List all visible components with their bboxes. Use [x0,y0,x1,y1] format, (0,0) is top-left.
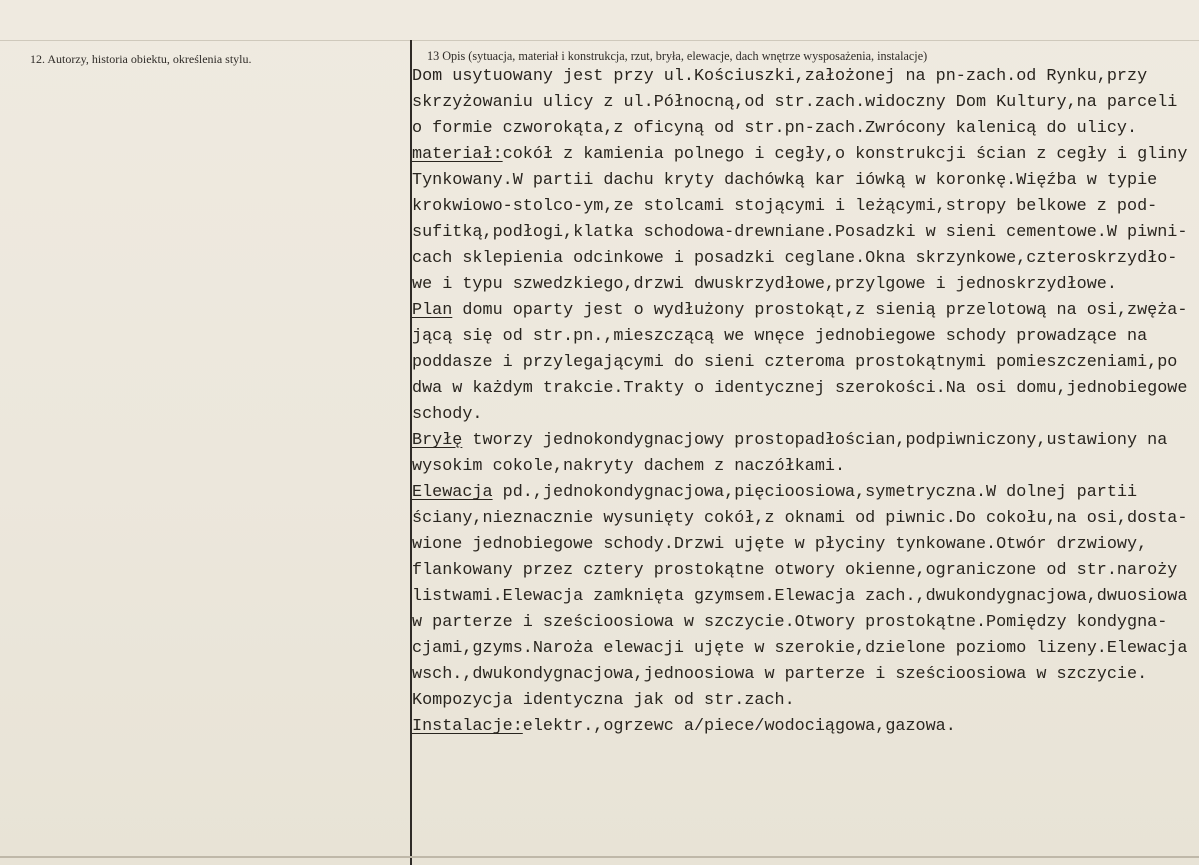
line-text: o formie czworokąta,z oficyną od str.pn-zach.Zwrócony kalenicą do ulicy. [412,119,1138,138]
line-text: ściany,nieznacznie wysunięty cokół,z oknami od piwnic.Do cokołu,na osi,dosta- [412,509,1188,528]
typed-line [412,376,1198,402]
underlined-label: Elewacja [412,483,493,502]
section-13-typed-description [412,64,1198,740]
typed-line [412,116,1198,142]
line-text: wsch.,dwukondygnacjowa,jednoosiowa w parterze i sześcioosiowa w szczycie. [412,665,1148,684]
typed-line [412,636,1198,662]
line-text: cjami,gzyms.Naroża elewacji ujęte w szerokie,dzielone poziomo lizeny.Elewacja [412,639,1188,658]
typed-line [412,402,1198,428]
line-text: Tynkowany.W partii dachu kryty dachówką kar iówką w koronkę.Więźba w typie [412,171,1158,190]
line-text: tworzy jednokondygnacjowy prostopadłościan,podpiwniczony,ustawiony na [462,431,1168,450]
top-rule [0,40,1199,41]
line-text: flankowany przez cztery prostokątne otwory okienne,ograniczone od str.naroży [412,561,1178,580]
typed-line [412,584,1198,610]
typed-line [412,688,1198,714]
line-text: cokół z kamienia polnego i cegły,o konstrukcji ścian z cegły i gliny [502,145,1188,164]
line-text: sufitką,podłogi,klatka schodowa-drewniane.Posadzki w sieni cementowe.W piwni- [412,223,1188,242]
line-text: wysokim cokole,nakryty dachem z naczółkami. [412,457,846,476]
typed-line [412,428,1198,454]
line-text: wione jednobiegowe schody.Drzwi ujęte w płyciny tynkowane.Otwór drzwiowy, [412,535,1148,554]
line-text: cach sklepienia odcinkowe i posadzki ceglane.Okna skrzynkowe,czteroskrzydło- [412,249,1178,268]
typed-line [412,480,1198,506]
line-text: schody. [412,405,483,424]
underlined-label: materiał: [412,145,503,164]
line-text: Dom usytuowany jest przy ul.Kościuszki,założonej na pn-zach.od Rynku,przy [412,67,1148,86]
line-text: krokwiowo-stolco-ym,ze stolcami stojącymi i leżącymi,stropy belkowe z pod- [412,197,1158,216]
typed-line [412,506,1198,532]
typed-line [412,194,1198,220]
line-text: listwami.Elewacja zamknięta gzymsem.Elewacja zach.,dwukondygnacjowa,dwuosiowa [412,587,1188,606]
line-text: poddasze i przylegającymi do sieni czteroma prostokątnymi pomieszczeniami,po [412,353,1178,372]
typed-line [412,272,1198,298]
bottom-rule [0,856,1199,858]
typed-line [412,454,1198,480]
line-text: elektr.,ogrzewc a/piece/wodociągowa,gazowa. [522,717,956,736]
typed-line [412,324,1198,350]
typed-line [412,662,1198,688]
typed-line [412,532,1198,558]
line-text: dwa w każdym trakcie.Trakty o identycznej szerokości.Na osi domu,jednobiegowe [412,379,1188,398]
line-text: we i typu szwedzkiego,drzwi dwuskrzydłowe,przylgowe i jednoskrzydłowe. [412,275,1117,294]
typed-line [412,558,1198,584]
underlined-label: Plan [412,301,453,320]
typed-line [412,142,1198,168]
section-13-heading: 13 Opis (sytuacja, materiał i konstrukcja, rzut, bryła, elewacje, dach wnętrze wysposażenia, instalacje) [427,49,928,63]
underlined-label: Bryłę [412,431,463,450]
typed-line [412,350,1198,376]
section-12-heading: 12. Autorzy, historia obiektu, określenia stylu. [30,52,252,66]
line-text: domu oparty jest o wydłużony prostokąt,z sienią przelotową na osi,zwęża- [452,301,1188,320]
typed-line [412,610,1198,636]
underlined-label: Instalacje: [412,717,523,736]
typed-line [412,220,1198,246]
line-text: jącą się od str.pn.,mieszczącą we wnęce jednobiegowe schody prowadzące na [412,327,1148,346]
line-text: Kompozycja identyczna jak od str.zach. [412,691,795,710]
typed-line [412,246,1198,272]
line-text: skrzyżowaniu ulicy z ul.Północną,od str.zach.widoczny Dom Kultury,na parceli [412,93,1178,112]
typed-line [412,714,1198,740]
typed-line [412,168,1198,194]
typed-line [412,298,1198,324]
typed-line [412,64,1198,90]
typed-line [412,90,1198,116]
line-text: pd.,jednokondygnacjowa,pięcioosiowa,symetryczna.W dolnej partii [492,483,1138,502]
line-text: w parterze i sześcioosiowa w szczycie.Otwory prostokątne.Pomiędzy kondygna- [412,613,1168,632]
